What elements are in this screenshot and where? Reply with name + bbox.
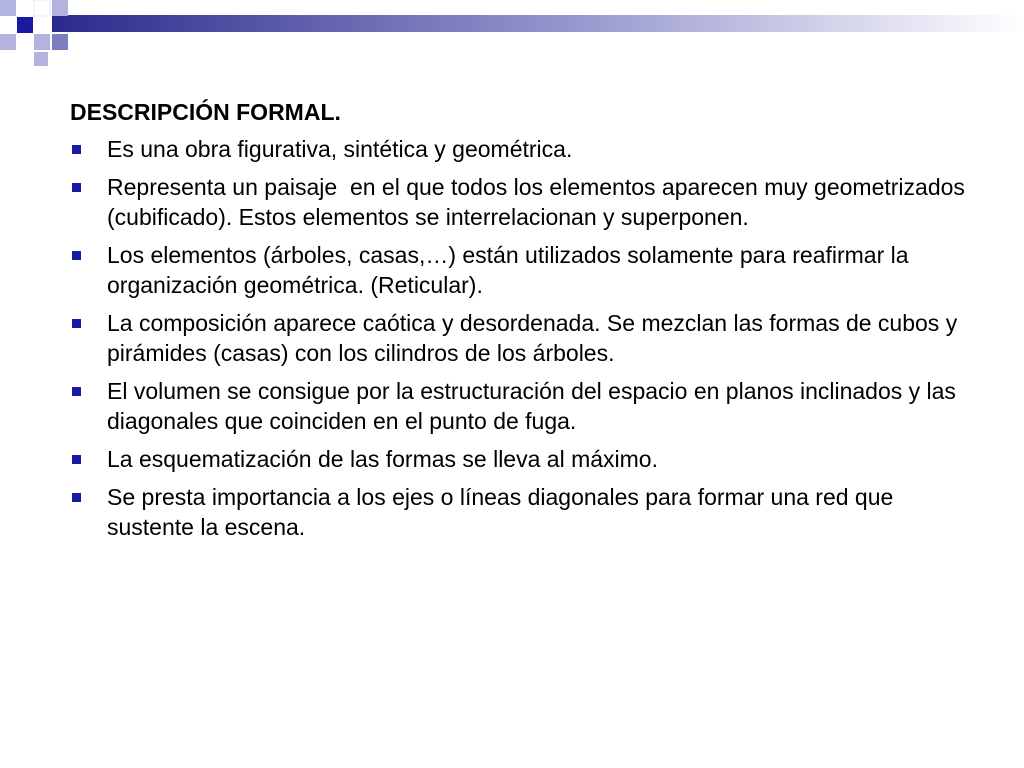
square-bullet-icon <box>72 183 81 192</box>
square-bullet-icon <box>72 493 81 502</box>
deco-square <box>34 0 50 16</box>
deco-square <box>17 17 33 33</box>
deco-square <box>52 0 68 16</box>
header-decoration <box>0 0 1024 70</box>
bullet-item <box>70 134 980 164</box>
bullet-text: Los elementos (árboles, casas,…) están utilizados solamente para reafirmar la organización geométrica. (Reticular). <box>107 242 909 298</box>
bullet-item <box>70 376 980 436</box>
square-bullet-icon <box>72 251 81 260</box>
bullet-list <box>70 134 980 542</box>
deco-square <box>34 52 48 66</box>
deco-square <box>0 34 16 50</box>
square-bullet-icon <box>72 145 81 154</box>
deco-square <box>0 0 16 16</box>
bullet-item <box>70 482 980 542</box>
bullet-item <box>70 444 980 474</box>
square-bullet-icon <box>72 387 81 396</box>
deco-square <box>34 34 50 50</box>
deco-square <box>17 34 33 50</box>
square-bullet-icon <box>72 455 81 464</box>
bullet-text: Se presta importancia a los ejes o líneas diagonales para formar una red que sustente la escena. <box>107 484 894 540</box>
bullet-text: La esquematización de las formas se lleva al máximo. <box>107 446 658 472</box>
bullet-text: La composición aparece caótica y desordenada. Se mezclan las formas de cubos y pirámides (casas) con los cilindros de los árboles. <box>107 310 958 366</box>
bullet-text: Es una obra figurativa, sintética y geométrica. <box>107 136 573 162</box>
bullet-text: El volumen se consigue por la estructuración del espacio en planos inclinados y las diagonales que coinciden en el punto de fuga. <box>107 378 956 434</box>
bullet-item <box>70 172 980 232</box>
deco-square <box>17 0 33 16</box>
slide-content <box>70 97 980 550</box>
square-bullet-icon <box>72 319 81 328</box>
bullet-text: Representa un paisaje en el que todos los elementos aparecen muy geometrizados (cubificado). Estos elementos se interrelacionan y superponen. <box>107 174 972 230</box>
slide-heading: DESCRIPCIÓN FORMAL. <box>70 99 341 125</box>
bullet-item <box>70 308 980 368</box>
deco-square <box>52 34 68 50</box>
header-gradient-bar <box>52 15 1024 32</box>
bullet-item <box>70 240 980 300</box>
